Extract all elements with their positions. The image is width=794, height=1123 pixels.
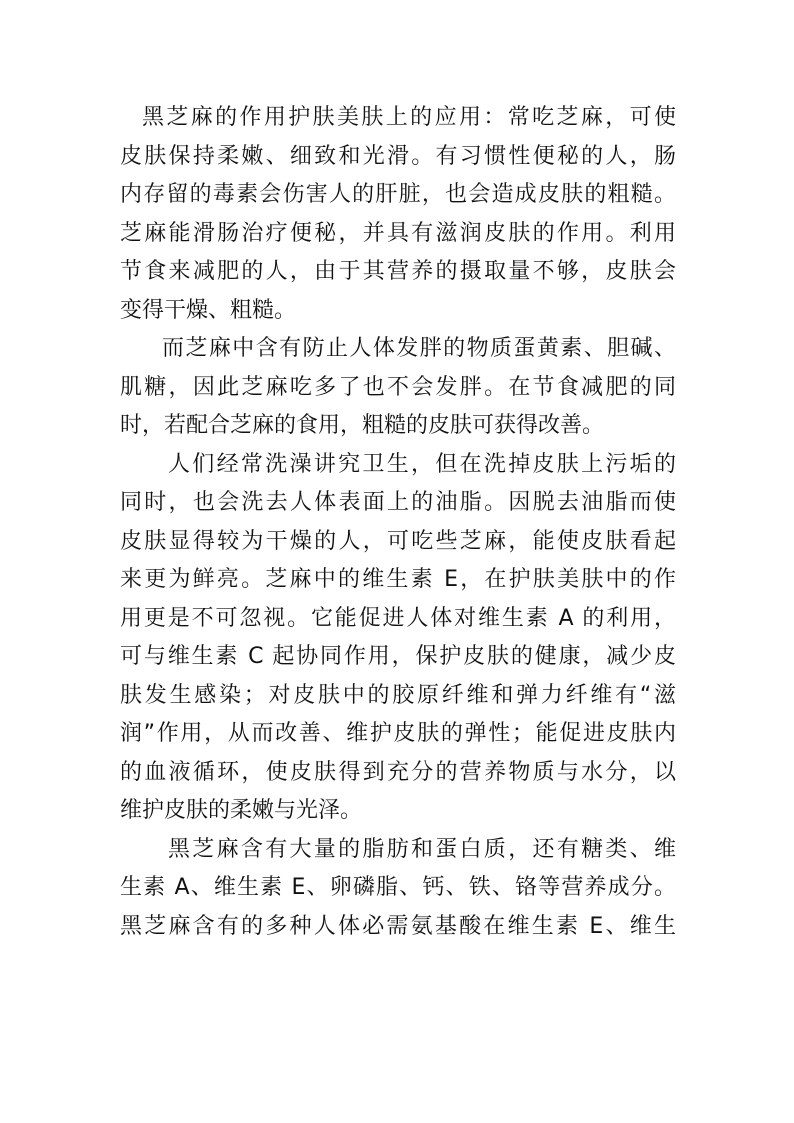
- text-line: 皮肤保持柔嫩、细致和光滑。有习惯性便秘的人，肠: [120, 143, 676, 169]
- paragraph-2: [120, 330, 676, 446]
- text-line: 黑芝麻的作用护肤美肤上的应用：常吃芝麻，可使: [142, 105, 676, 130]
- text-line: 人们经常洗澡讲究卫生，但在洗掉皮肤上污垢的: [168, 451, 676, 477]
- text-line: 可与维生素 C 起协同作用，保护皮肤的健康，减少皮: [120, 644, 676, 669]
- text-line: 黑芝麻含有的多种人体必需氨基酸在维生素 E、维生: [120, 913, 676, 939]
- text-line: 芝麻能滑肠治疗便秘，并具有滋润皮肤的作用。利用: [120, 220, 676, 246]
- text-line: 来更为鲜亮。芝麻中的维生素 E，在护肤美肤中的作: [120, 567, 676, 592]
- text-line: 润”作用，从而改善、维护皮肤的弹性；能促进皮肤内: [120, 721, 676, 746]
- text-line: 皮肤显得较为干燥的人，可吃些芝麻，能使皮肤看起: [120, 528, 676, 554]
- text-line: 用更是不可忽视。它能促进人体对维生素 A 的利用，: [120, 605, 676, 631]
- text-line: 同时，也会洗去人体表面上的油脂。因脱去油脂而使: [120, 490, 676, 515]
- text-line: 维护皮肤的柔嫩与光泽。: [120, 798, 363, 823]
- document-body: [120, 99, 676, 946]
- text-line: 变得干燥、粗糙。: [120, 297, 297, 323]
- paragraph-3: [120, 446, 676, 831]
- text-line: 肌糖，因此芝麻吃多了也不会发胖。在节食减肥的同: [120, 374, 676, 400]
- text-line: 生素 A、维生素 E、卵磷脂、钙、铁、铬等营养成分。: [120, 875, 676, 900]
- paragraph-1: [120, 99, 676, 330]
- text-line: 时，若配合芝麻的食用，粗糙的皮肤可获得改善。: [120, 413, 605, 438]
- text-line: 的血液循环，使皮肤得到充分的营养物质与水分，以: [120, 759, 676, 785]
- text-line: 黑芝麻含有大量的脂肪和蛋白质，还有糖类、维: [168, 836, 676, 862]
- text-line: 节食来减肥的人，由于其营养的摄取量不够，皮肤会: [120, 259, 676, 284]
- paragraph-4: [120, 831, 676, 947]
- text-line: 而芝麻中含有防止人体发胖的物质蛋黄素、胆碱、: [162, 336, 676, 361]
- text-line: 内存留的毒素会伤害人的肝脏，也会造成皮肤的粗糙。: [120, 182, 676, 207]
- text-line: 肤发生感染；对皮肤中的胶原纤维和弹力纤维有“滋: [120, 682, 676, 708]
